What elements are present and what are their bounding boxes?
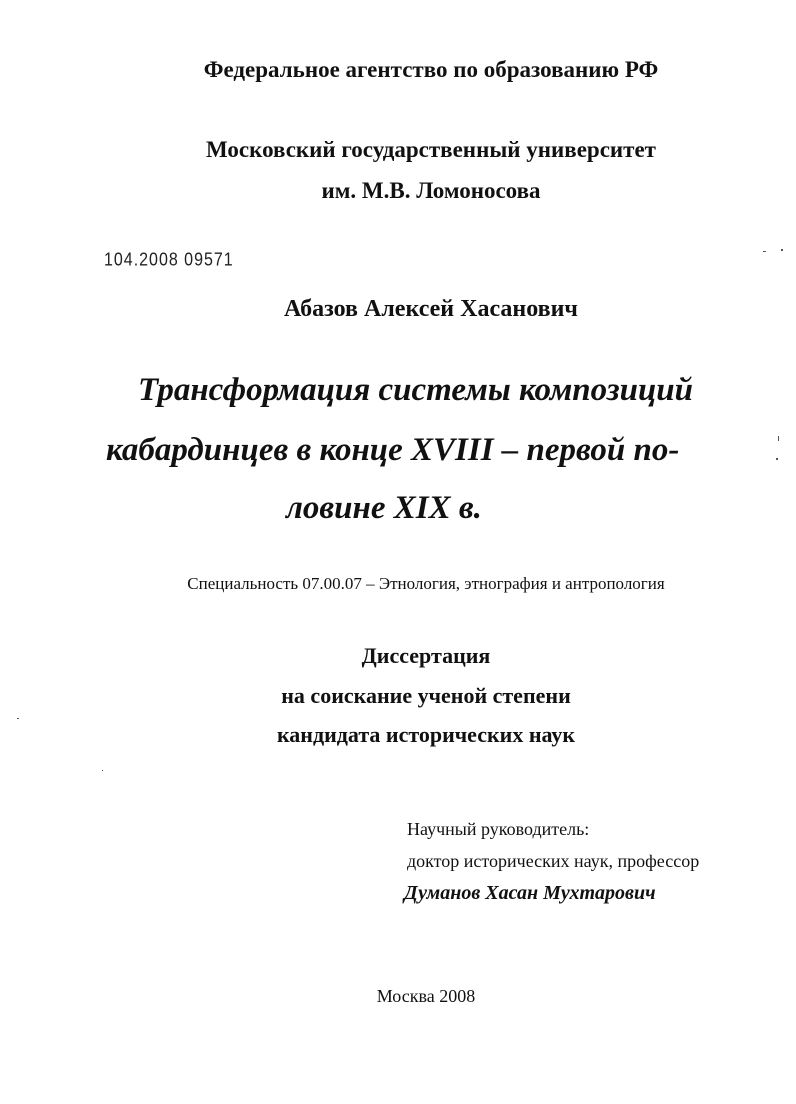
- dissertation-heading: Диссертация: [361, 643, 491, 668]
- author-name: Абазов Алексей Хасанович: [284, 296, 578, 322]
- thesis-title-line-2: кабардинцев в конце XVIII – первой по-: [106, 432, 680, 468]
- scan-speck: [17, 718, 19, 719]
- thesis-title-line-1: Трансформация системы композиций: [138, 372, 694, 408]
- scan-speck: [763, 251, 766, 252]
- city-year: Москва 2008: [376, 986, 476, 1006]
- scan-speck: [778, 436, 779, 441]
- specialty-line: Специальность 07.00.07 – Этнология, этнография и антропология: [187, 574, 665, 593]
- supervisor-degree: доктор исторических наук, профессор: [407, 851, 700, 871]
- scan-speck: [102, 770, 103, 771]
- scan-speck: [776, 458, 778, 460]
- scan-speck: [781, 249, 783, 251]
- supervisor-label: Научный руководитель:: [407, 819, 590, 839]
- dissertation-degree-line-1: на соискание ученой степени: [281, 683, 571, 708]
- thesis-title-line-3: ловине XIX в.: [286, 490, 482, 526]
- supervisor-name: Думанов Хасан Мухтарович: [404, 882, 656, 904]
- university-name: Московский государственный университет: [206, 137, 656, 162]
- agency-heading: Федеральное агентство по образованию РФ: [203, 57, 659, 82]
- university-subtitle: им. М.В. Ломоносова: [321, 178, 541, 203]
- registration-stamp-code: 104.2008 09571: [104, 250, 234, 271]
- dissertation-degree-line-2: кандидата исторических наук: [276, 722, 576, 747]
